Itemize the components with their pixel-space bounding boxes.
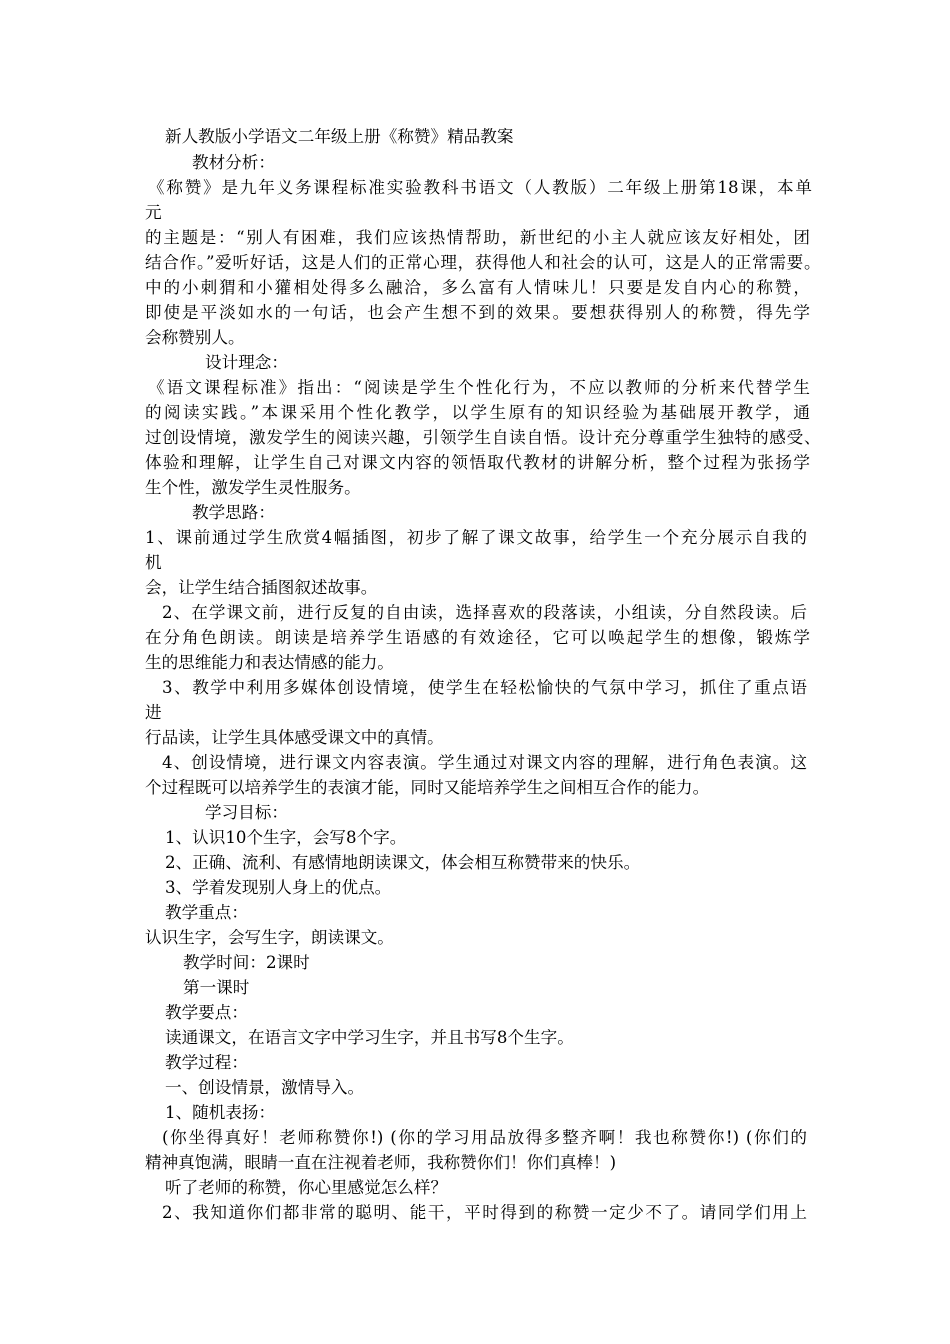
text-line: 机 (145, 553, 162, 572)
text-line: 体验和理解，让学生自己对课文内容的领悟取代教材的讲解分析，整个过程为张扬学 (145, 453, 810, 472)
text-line: 3、学着发现别人身上的优点。 (165, 878, 392, 897)
text-line: 过创设情境，激发学生的阅读兴趣，引领学生自读自悟。设计充分尊重学生独特的感受、 (145, 428, 820, 447)
text-line: 读通课文，在语言文字中学习生字，并且书写8个生字。 (165, 1028, 574, 1047)
text-line: 的主题是：“别人有困难，我们应该热情帮助，新世纪的小主人就应该友好相处，团 (145, 228, 810, 247)
text-line: (你坐得真好！老师称赞你!) (你的学习用品放得多整齐啊！我也称赞你!) (你们的 (162, 1128, 807, 1147)
section-heading: 教学时间：2课时 (183, 953, 310, 972)
section-heading: 教学重点： (165, 903, 248, 922)
section-heading: 教学思路： (192, 503, 275, 522)
section-heading: 学习目标： (205, 803, 288, 822)
text-line: 的阅读实践。”本课采用个性化教学，以学生原有的知识经验为基础展开教学，通 (145, 403, 810, 422)
text-line: 一、创设情景，激情导入。 (165, 1078, 365, 1097)
text-line: 生的思维能力和表达情感的能力。 (145, 653, 394, 672)
section-heading: 教材分析： (192, 153, 275, 172)
text-line: 元 (145, 203, 162, 222)
text-line: 3、教学中利用多媒体创设情境，使学生在轻松愉快的气氛中学习，抓住了重点语 (162, 678, 807, 697)
section-heading: 设计理念： (205, 353, 288, 372)
text-line: 进 (145, 703, 162, 722)
section-heading: 第一课时 (183, 978, 250, 997)
text-line: 2、我知道你们都非常的聪明、能干，平时得到的称赞一定少不了。请同学们用上 (162, 1203, 807, 1222)
text-line: 会，让学生结合插图叙述故事。 (145, 578, 378, 597)
text-line: 《语文课程标准》指出：“阅读是学生个性化行为，不应以教师的分析来代替学生 (148, 378, 810, 397)
text-line: 个过程既可以培养学生的表演才能，同时又能培养学生之间相互合作的能力。 (145, 778, 710, 797)
section-heading: 教学过程： (165, 1053, 248, 1072)
text-line: 听了老师的称赞，你心里感觉怎么样？ (165, 1178, 448, 1197)
text-line: 会称赞别人。 (145, 328, 245, 347)
section-heading: 教学要点： (165, 1003, 248, 1022)
text-line: 1、随机表扬： (165, 1103, 276, 1122)
text-line: 2、正确、流利、有感情地朗读课文，体会相互称赞带来的快乐。 (165, 853, 641, 872)
text-line: 即使是平淡如水的一句话，也会产生想不到的效果。要想获得别人的称赞，得先学 (145, 303, 810, 322)
text-line: 《称赞》是九年义务课程标准实验教科书语文（人教版）二年级上册第18课，本单 (148, 178, 812, 197)
text-line: 1、认识10个生字，会写8个字。 (165, 828, 407, 847)
text-line: 2、在学课文前，进行反复的自由读，选择喜欢的段落读，小组读，分自然段读。后 (162, 603, 807, 622)
text-line: 行品读，让学生具体感受课文中的真情。 (145, 728, 444, 747)
text-line: 4、创设情境，进行课文内容表演。学生通过对课文内容的理解，进行角色表演。这 (162, 753, 807, 772)
text-line: 认识生字，会写生字，朗读课文。 (145, 928, 394, 947)
text-line: 1、课前通过学生欣赏4幅插图，初步了解了课文故事，给学生一个充分展示自我的 (145, 528, 807, 547)
text-line: 在分角色朗读。朗读是培养学生语感的有效途径，它可以唤起学生的想像，锻炼学 (145, 628, 810, 647)
text-line: 精神真饱满，眼睛一直在注视着老师，我称赞你们！你们真棒！) (145, 1153, 617, 1172)
text-line: 中的小刺猬和小獾相处得多么融洽，多么富有人情味儿！只要是发自内心的称赞， (145, 278, 810, 297)
text-line: 生个性，激发学生灵性服务。 (145, 478, 361, 497)
document-title: 新人教版小学语文二年级上册《称赞》精品教案 (165, 127, 514, 146)
text-line: 结合作。”爱听好话，这是人们的正常心理，获得他人和社会的认可，这是人的正常需要。 (145, 253, 820, 272)
